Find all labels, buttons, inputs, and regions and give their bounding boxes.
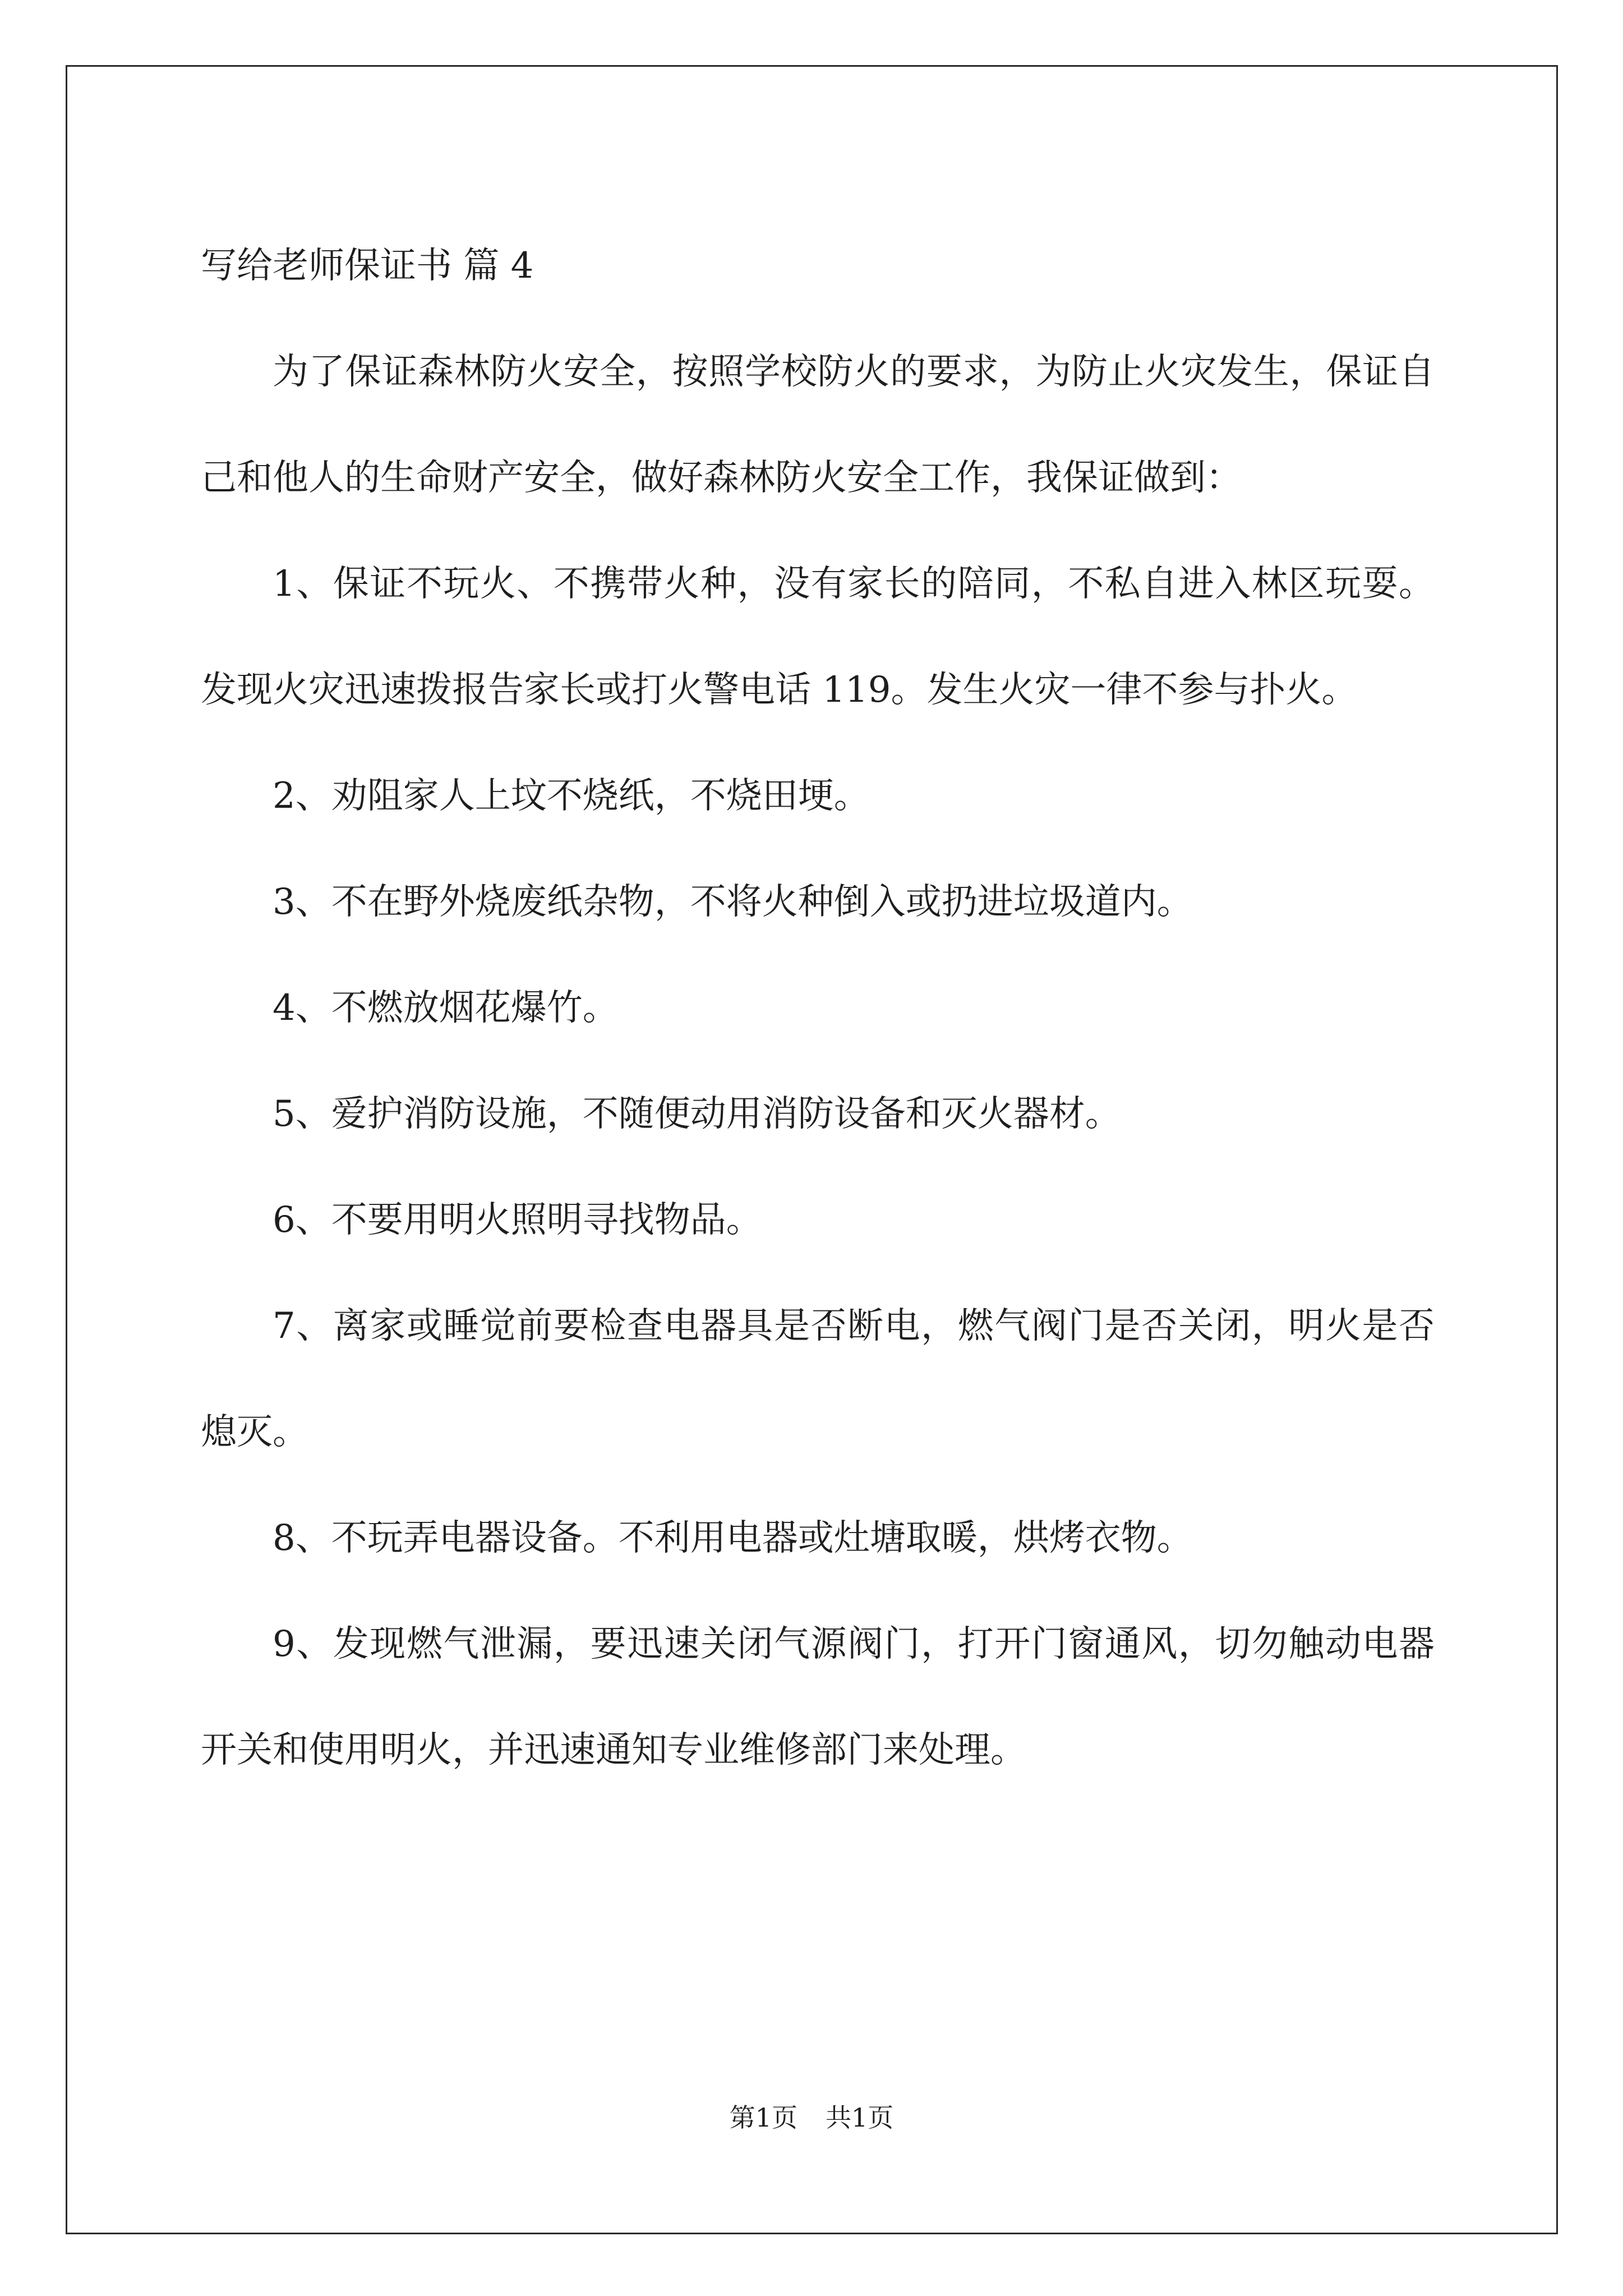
pledge-item-9: 9、发现燃气泄漏，要迅速关闭气源阀门，打开门窗通风，切勿触动电器开关和使用明火，并迅速通知专业维修部门来处理。	[201, 1623, 1435, 1771]
pledge-item-4: 4、不燃放烟花爆竹。	[273, 987, 619, 1029]
page-footer	[0, 2101, 1623, 2134]
pledge-item-5: 5、爱护消防设施，不随便动用消防设备和灭火器材。	[273, 1093, 1121, 1135]
page-number: 第1页	[729, 2102, 797, 2133]
pledge-item-8: 8、不玩弄电器设备。不利用电器或灶塘取暖，烘烤衣物。	[273, 1517, 1193, 1559]
pledge-item-1: 1、保证不玩火、不携带火种，没有家长的陪同，不私自进入林区玩耍。发现火灾迅速拨报告家长或打火警电话 119。发生火灾一律不参与扑火。	[201, 563, 1435, 711]
document-title: 写给老师保证书 篇 4	[201, 245, 534, 287]
document-body	[201, 213, 1435, 1803]
pledge-item-3: 3、不在野外烧废纸杂物，不将火种倒入或扔进垃圾道内。	[273, 881, 1193, 923]
page-total: 共1页	[826, 2102, 894, 2133]
pledge-item-7: 7、离家或睡觉前要检查电器具是否断电，燃气阀门是否关闭，明火是否熄灭。	[201, 1305, 1435, 1453]
pledge-item-6: 6、不要用明火照明寻找物品。	[273, 1199, 762, 1241]
pledge-item-2: 2、劝阻家人上坟不烧纸，不烧田埂。	[273, 775, 870, 817]
intro-paragraph: 为了保证森林防火安全，按照学校防火的要求，为防止火灾发生，保证自己和他人的生命财产安全，做好森林防火安全工作，我保证做到：	[201, 351, 1435, 499]
